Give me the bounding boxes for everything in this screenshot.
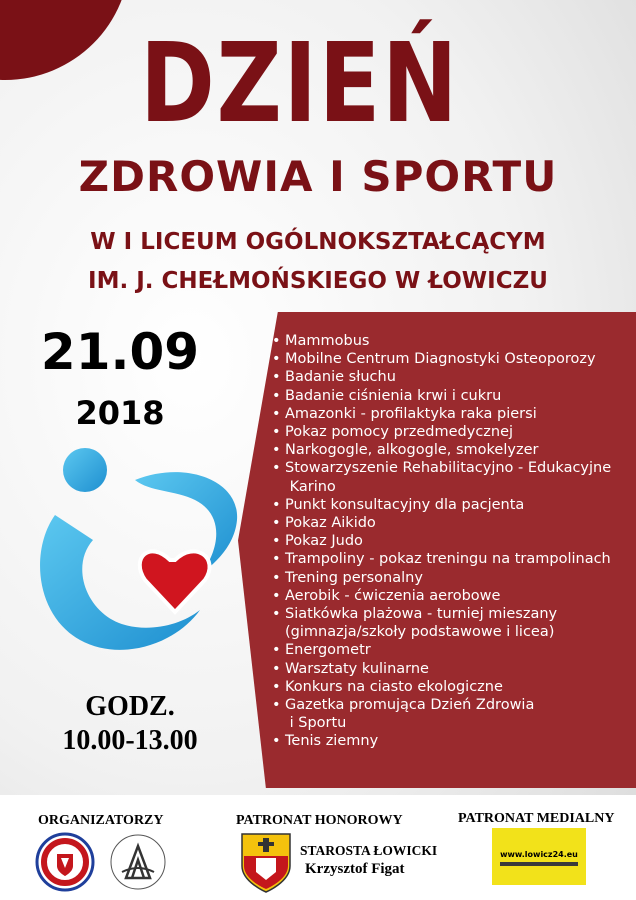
event-item: • Narkogogle, alkogogle, smokelyzer	[272, 441, 634, 459]
event-item: • Konkurs na ciasto ekologiczne	[272, 678, 634, 696]
event-item: • Pokaz Judo	[272, 532, 634, 550]
starosta-name: Krzysztof Figat	[305, 861, 405, 877]
event-item: • Pokaz pomocy przedmedycznej	[272, 423, 634, 441]
event-item: • Trening personalny	[272, 569, 634, 587]
event-date: 21.09	[40, 323, 200, 381]
honorary-patronage-label: PATRONAT HONOROWY	[236, 813, 403, 828]
event-item: • Stowarzyszenie Rehabilitacyjno - Edukacyjne Karino	[272, 459, 634, 495]
event-item: • Mammobus	[272, 332, 634, 350]
event-item: • Energometr	[272, 641, 634, 659]
event-item: • Amazonki - profilaktyka raka piersi	[272, 405, 634, 423]
starosta-title: STAROSTA ŁOWICKI	[300, 843, 438, 858]
event-year: 2018	[75, 394, 165, 432]
poster-subtitle: ZDROWIA I SPORTU	[78, 152, 558, 201]
event-item: • Badanie słuchu	[272, 368, 634, 386]
event-item: • Trampoliny - pokaz treningu na trampolinach	[272, 550, 634, 568]
school-emblem	[108, 832, 168, 892]
media-logo-bar	[500, 862, 578, 866]
event-item: • Warsztaty kulinarne	[272, 660, 634, 678]
school-name-line-2: IM. J. CHEŁMOŃSKIEGO W ŁOWICZU	[88, 268, 548, 294]
event-item: • Tenis ziemny	[272, 732, 634, 750]
lowicz-coat-of-arms	[240, 832, 292, 894]
media-logo-text: www.lowicz24.eu	[500, 850, 578, 859]
hours-value: 10.00-13.00	[62, 725, 198, 756]
organizers-label: ORGANIZATORZY	[38, 813, 164, 828]
event-item: • Siatkówka plażowa - turniej mieszany (gimnazja/szkoły podstawowe i licea)	[272, 605, 634, 641]
event-item: • Gazetka promująca Dzień Zdrowia i Sportu	[272, 696, 634, 732]
event-item: • Mobilne Centrum Diagnostyki Osteoporozy	[272, 350, 634, 368]
person-with-heart-logo	[25, 440, 250, 670]
hours-label: GODZ.	[85, 691, 175, 722]
event-hours	[30, 690, 230, 758]
event-item: • Pokaz Aikido	[272, 514, 634, 532]
heart-icon	[140, 551, 210, 612]
media-patronage-label: PATRONAT MEDIALNY	[458, 811, 615, 826]
poster-title: DZIEŃ	[140, 19, 460, 147]
school-name-line-1: W I LICEUM OGÓLNOKSZTAŁCĄCYM	[90, 229, 546, 255]
events-list	[272, 332, 634, 751]
event-item: • Badanie ciśnienia krwi i cukru	[272, 387, 634, 405]
event-item: • Aerobik - ćwiczenia aerobowe	[272, 587, 634, 605]
decorative-circle	[0, 0, 130, 80]
logo-head	[63, 448, 107, 492]
sanitary-inspection-seal	[35, 832, 95, 892]
media-patron-logo	[492, 828, 586, 885]
event-item: • Punkt konsultacyjny dla pacjenta	[272, 496, 634, 514]
